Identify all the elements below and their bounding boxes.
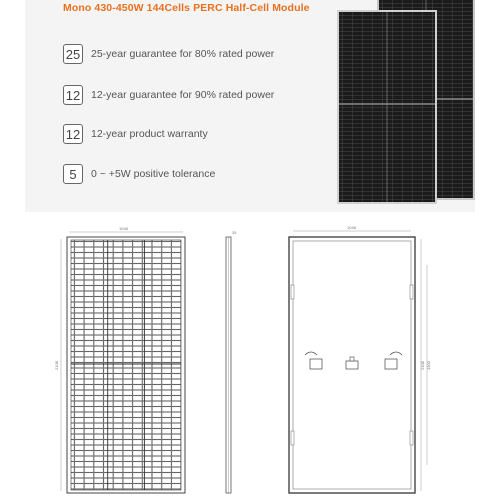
feature-text: 12-year product warranty <box>91 128 208 140</box>
feature-item <box>63 123 208 145</box>
back-inner-label: 1300 <box>426 361 431 370</box>
feature-badge: 12 <box>63 85 83 105</box>
feature-item <box>63 84 274 106</box>
back-width-label: 1048 <box>347 225 356 230</box>
feature-badge: 12 <box>63 124 83 144</box>
feature-text: 12-year guarantee for 90% rated power <box>91 89 275 101</box>
feature-item <box>63 43 274 65</box>
side-view-drawing <box>226 230 237 493</box>
feature-item <box>63 163 215 185</box>
feature-text: 0 ~ +5W positive tolerance <box>91 168 216 180</box>
feature-text: 25-year guarantee for 80% rated power <box>91 48 275 60</box>
side-thickness-label: 35 <box>232 230 237 235</box>
product-title: Mono 430-450W 144Cells PERC Half-Cell Module <box>63 2 310 14</box>
feature-badge: 5 <box>63 164 83 184</box>
solar-panels-photo <box>333 0 475 210</box>
dimension-drawings <box>55 225 445 500</box>
back-height-label: 2108 <box>420 361 425 370</box>
front-height-label: 2108 <box>54 361 59 370</box>
feature-badge: 25 <box>63 44 83 64</box>
front-width-label: 1048 <box>119 226 128 231</box>
back-view-drawing <box>289 225 431 493</box>
front-view-drawing <box>54 226 185 493</box>
product-banner <box>25 0 475 212</box>
